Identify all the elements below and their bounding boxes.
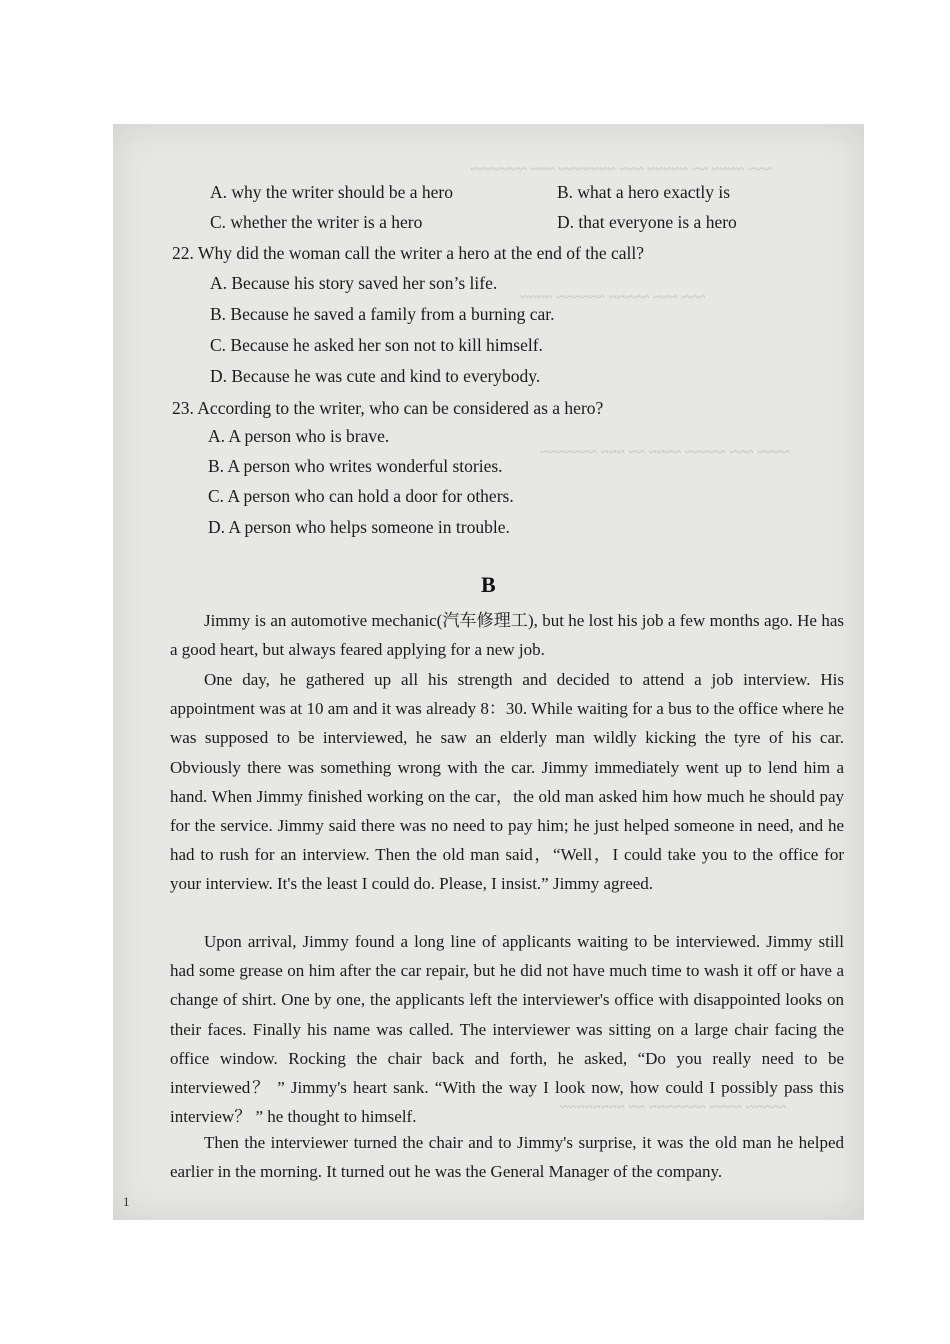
q21-option-d: D. that everyone is a hero xyxy=(557,212,737,232)
q23-option-c: C. A person who can hold a door for others. xyxy=(208,486,514,506)
q22-option-d: D. Because he was cute and kind to everybody. xyxy=(210,366,541,386)
q22-option-b: B. Because he saved a family from a burning car. xyxy=(210,304,555,324)
bleed-through-text: ~~~~ ~~~ ~~~~~ ~~~~ ~~ ~~~ ~~~~~~~ xyxy=(540,445,790,461)
q21-option-a: A. why the writer should be a hero xyxy=(210,182,453,202)
passage-paragraph-2: One day, he gathered up all his strength and decided to attend a job interview. His appointment was at 10 am and it was already 8：30. While waiting for a bus to the office where he was supposed to be interviewed, he saw an elderly man wildly kicking the tyre of his car. Obviously there was something wrong with the car. Jimmy immediately went up to lend him a hand. When Jimmy finished working on the car，the old man asked him how much he should pay for the service. Jimmy said there was no need to pay him; he just helped someone in need, and he had to rush for an interview. Then the old man said，“Well，I could take you to the office for your interview. It's the least I could do. Please, I insist.” Jimmy agreed. xyxy=(170,670,844,894)
page-number: 1 xyxy=(123,1194,130,1209)
q23-option-d: D. A person who helps someone in trouble. xyxy=(208,517,510,537)
bleed-through-text: ~~~~~ ~~~~ ~~~~~~~ ~~ ~~~~~~~~ xyxy=(560,1100,786,1116)
q22-option-a: A. Because his story saved her son’s life. xyxy=(210,273,498,293)
q23-stem: 23. According to the writer, who can be considered as a hero? xyxy=(172,398,604,418)
passage-paragraph-3: Upon arrival, Jimmy found a long line of applicants waiting to be interviewed. Jimmy still had some grease on him after the car repair, but he did not have much time to wash it off or have a change of shirt. One by one, the applicants left the interviewer's office with disappointed looks on their faces. Finally his name was called. The interviewer was sitting on a large chair facing the office window. Rocking the chair back and forth, he asked, “Do you really need to be interviewed？ ” Jimmy's heart sank. “With the way I look now, how could I possibly pass this interview？ ” he thought to himself. xyxy=(170,932,844,1127)
bleed-through-text: ~~~ ~~~~ ~~ ~~~~~ ~~~ ~~~~~~~ ~~~ ~~~~~~~ xyxy=(470,162,773,178)
q22-stem: 22. Why did the woman call the writer a hero at the end of the call? xyxy=(172,243,645,263)
bleed-through-text: ~~~ ~~~ ~~~~~ ~~~~~~ ~~~~ xyxy=(520,290,706,306)
q21-option-b: B. what a hero exactly is xyxy=(557,182,731,202)
q21-option-c: C. whether the writer is a hero xyxy=(210,212,423,232)
section-heading: B xyxy=(481,572,496,597)
passage-paragraph-4: Then the interviewer turned the chair and to Jimmy's surprise, it was the old man he helped earlier in the morning. It turned out he was the General Manager of the company. xyxy=(170,1133,844,1182)
q22-option-c: C. Because he asked her son not to kill himself. xyxy=(210,335,543,355)
q23-option-b: B. A person who writes wonderful stories. xyxy=(208,456,503,476)
q23-option-a: A. A person who is brave. xyxy=(208,426,390,446)
passage-paragraph-1: Jimmy is an automotive mechanic(汽车修理工), but he lost his job a few months ago. He has a good heart, but always feared applying for a new job. xyxy=(170,611,844,660)
